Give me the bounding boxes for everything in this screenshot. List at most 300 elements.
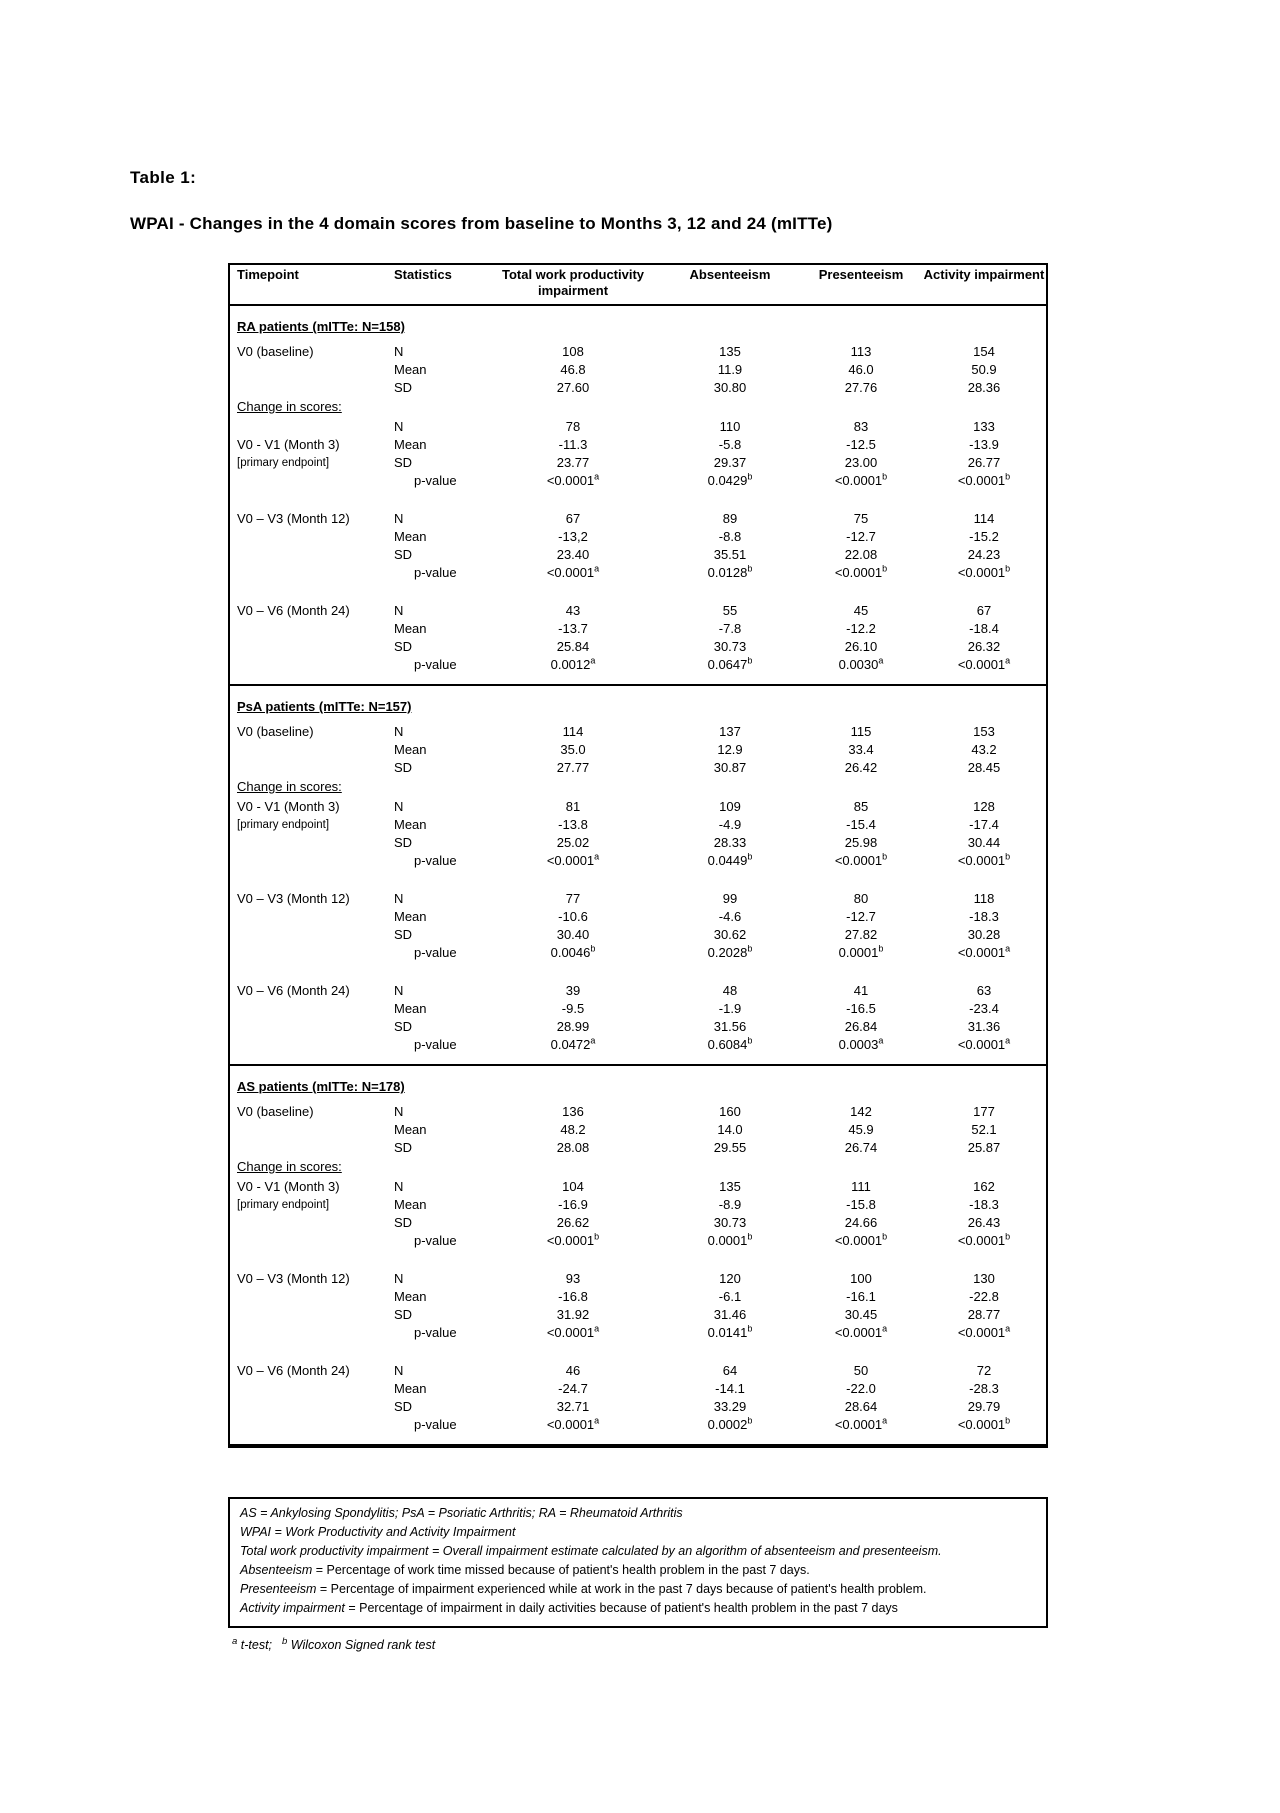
statistic-cell: p-value: [414, 1417, 457, 1432]
pvalue-test-superscript: a: [878, 1035, 884, 1046]
table-row: [230, 1306, 1046, 1324]
timepoint-cell: [primary endpoint]: [237, 457, 330, 469]
value-cell: <0.0001$^b$: [834, 563, 888, 580]
table-row: [230, 1000, 1046, 1018]
value-cell: <0.0001$^a$: [834, 1415, 888, 1432]
value-cell: 31.56: [713, 1019, 747, 1034]
statistic-cell: N: [394, 603, 404, 618]
value-cell: 26.42: [844, 760, 878, 775]
pvalue-test-superscript: a: [882, 1415, 888, 1426]
value-cell: 55: [722, 603, 738, 618]
pvalue-test-superscript: b: [1005, 471, 1011, 482]
value-cell: 135: [719, 1179, 741, 1194]
statistic-cell: N: [394, 344, 404, 359]
timepoint-cell: [primary endpoint]: [237, 819, 330, 831]
value-cell: 28.99: [556, 1019, 590, 1034]
timepoint-cell: V0 – V6 (Month 24): [237, 1363, 350, 1378]
value-cell: 39: [565, 983, 581, 998]
footnote-line: [240, 1523, 1036, 1542]
value-cell: 33.4: [848, 742, 874, 757]
timepoint-block: [230, 1178, 1046, 1250]
value-cell: 0.0128$^b$: [707, 563, 753, 580]
footnote-definition: = Percentage of work time missed because of patient's health problem in the past 7 days.: [312, 1563, 810, 1577]
value-cell: -8.8: [718, 529, 742, 544]
value-cell: 99: [722, 891, 738, 906]
table-row: [230, 1196, 1046, 1214]
timepoint-block: [230, 418, 1046, 490]
value-cell: -11.3: [558, 437, 588, 452]
statistic-cell: SD: [394, 927, 413, 942]
value-cell: 24.23: [967, 547, 1001, 562]
value-cell: 32.71: [556, 1399, 590, 1414]
value-cell: 30.40: [556, 927, 590, 942]
table-row: [230, 982, 1046, 1000]
statistic-cell: N: [394, 511, 404, 526]
value-cell: 160: [719, 1104, 741, 1119]
table-row: [230, 741, 1046, 759]
value-cell: 135: [719, 344, 741, 359]
value-cell: 11.9: [717, 362, 743, 377]
statistic-cell: Mean: [394, 1122, 427, 1137]
value-cell: -16.8: [558, 1289, 588, 1304]
footnote-line: [240, 1504, 1036, 1523]
value-cell: -12.7: [846, 909, 876, 924]
pvalue-test-superscript: b: [882, 851, 888, 862]
table-title: WPAI - Changes in the 4 domain scores from baseline to Months 3, 12 and 24 (mITTe): [130, 214, 833, 233]
value-cell: 115: [850, 724, 872, 739]
value-cell: 104: [562, 1179, 584, 1194]
pvalue-test-superscript: b: [747, 851, 753, 862]
change-in-scores-label: Change in scores:: [237, 1159, 342, 1174]
value-cell: <0.0001$^b$: [834, 851, 888, 868]
value-cell: 0.0001$^b$: [707, 1231, 753, 1248]
value-cell: 118: [973, 891, 995, 906]
value-cell: -9.5: [561, 1001, 585, 1016]
value-cell: 31.36: [967, 1019, 1001, 1034]
value-cell: 153: [973, 724, 995, 739]
value-cell: 30.45: [844, 1307, 878, 1322]
pvalue-test-superscript: b: [1005, 563, 1011, 574]
value-cell: 48: [722, 983, 738, 998]
value-cell: 111: [851, 1179, 871, 1194]
value-cell: -16.5: [846, 1001, 876, 1016]
value-cell: -12.2: [846, 621, 876, 636]
value-cell: -18.3: [969, 1197, 999, 1212]
value-cell: <0.0001$^a$: [957, 1323, 1011, 1340]
table-row: [230, 602, 1046, 620]
header-absenteeism: Absenteeism: [689, 267, 771, 282]
table-row: [230, 852, 1046, 870]
value-cell: 28.64: [844, 1399, 878, 1414]
value-cell: 30.28: [967, 927, 1001, 942]
statistic-cell: Mean: [394, 909, 427, 924]
value-cell: 43.2: [971, 742, 997, 757]
footnote-line: [240, 1561, 1036, 1580]
statistic-cell: SD: [394, 1307, 413, 1322]
value-cell: -13.7: [558, 621, 588, 636]
value-cell: 50: [853, 1363, 869, 1378]
statistic-cell: SD: [394, 455, 413, 470]
timepoint-block: [230, 1362, 1046, 1434]
table-row: [230, 890, 1046, 908]
statistic-cell: SD: [394, 547, 413, 562]
table-row: [230, 472, 1046, 490]
value-cell: 50.9: [971, 362, 997, 377]
statistic-cell: N: [394, 799, 404, 814]
table-row: [230, 1288, 1046, 1306]
footnote-definition: = Percentage of impairment in daily activities because of patient's health problem in the past 7 days: [344, 1601, 898, 1615]
statistic-cell: SD: [394, 639, 413, 654]
value-cell: 24.66: [844, 1215, 878, 1230]
statistic-cell: N: [394, 1104, 404, 1119]
statistic-cell: Mean: [394, 1381, 427, 1396]
value-cell: <0.0001$^a$: [546, 1415, 600, 1432]
value-cell: 26.10: [844, 639, 878, 654]
pvalue-test-superscript: b: [594, 1231, 600, 1242]
statistic-cell: Mean: [394, 1197, 427, 1212]
timepoint-block: [230, 510, 1046, 582]
table-row: [230, 656, 1046, 674]
value-cell: 46.0: [848, 362, 874, 377]
value-cell: <0.0001$^a$: [957, 655, 1011, 672]
table-row: [230, 1362, 1046, 1380]
pvalue-test-superscript: b: [747, 563, 753, 574]
pvalue-test-superscript: a: [1005, 1323, 1011, 1334]
value-cell: 27.60: [556, 380, 590, 395]
table-row: [230, 816, 1046, 834]
statistic-cell: Mean: [394, 742, 427, 757]
value-cell: <0.0001$^a$: [546, 1323, 600, 1340]
value-cell: 162: [973, 1179, 995, 1194]
table-row: [230, 1398, 1046, 1416]
value-cell: 26.77: [967, 455, 1001, 470]
value-cell: 26.74: [844, 1140, 878, 1155]
table-section: [230, 319, 1046, 684]
value-cell: 0.0030$^a$: [838, 655, 884, 672]
table-row: [230, 546, 1046, 564]
table-row: [230, 418, 1046, 436]
value-cell: 28.33: [713, 835, 747, 850]
value-cell: 0.0141$^b$: [707, 1323, 753, 1340]
value-cell: 31.46: [713, 1307, 747, 1322]
value-cell: 63: [976, 983, 992, 998]
timepoint-cell: V0 – V3 (Month 12): [237, 511, 350, 526]
footnote-definition: = Percentage of impairment experienced while at work in the past 7 days because of patient's health problem.: [316, 1582, 927, 1596]
statistic-cell: p-value: [414, 853, 457, 868]
timepoint-cell: V0 (baseline): [237, 724, 314, 739]
pvalue-test-superscript: b: [747, 1415, 753, 1426]
statistic-cell: SD: [394, 380, 413, 395]
table-row: [230, 620, 1046, 638]
value-cell: -15.8: [846, 1197, 876, 1212]
value-cell: 64: [722, 1363, 738, 1378]
pvalue-test-superscript: b: [747, 655, 753, 666]
statistic-cell: N: [394, 419, 404, 434]
value-cell: 26.84: [844, 1019, 878, 1034]
table-row: [230, 1121, 1046, 1139]
value-cell: 30.44: [967, 835, 1001, 850]
footnote-term: Activity impairment: [240, 1601, 345, 1615]
value-cell: 67: [976, 603, 992, 618]
footnote-line: [240, 1542, 1036, 1561]
value-cell: 14.0: [717, 1122, 743, 1137]
value-cell: 29.79: [967, 1399, 1001, 1414]
value-cell: 28.77: [967, 1307, 1001, 1322]
table-body: [230, 319, 1046, 1444]
pvalue-test-superscript: b: [1005, 1231, 1011, 1242]
value-cell: -4.6: [718, 909, 742, 924]
test-name-text: Wilcoxon Signed rank test: [287, 1638, 436, 1653]
statistic-cell: p-value: [414, 473, 457, 488]
value-cell: 93: [565, 1271, 581, 1286]
value-cell: -24.7: [558, 1381, 588, 1396]
pvalue-test-superscript: a: [878, 655, 884, 666]
value-cell: 35.0: [560, 742, 586, 757]
pvalue-test-superscript: b: [747, 1035, 753, 1046]
timepoint-cell: V0 – V3 (Month 12): [237, 1271, 350, 1286]
value-cell: <0.0001$^b$: [834, 471, 888, 488]
change-in-scores-label: Change in scores:: [237, 779, 342, 794]
header-statistics: Statistics: [394, 267, 452, 282]
table-row: [230, 1036, 1046, 1054]
statistic-cell: p-value: [414, 657, 457, 672]
footnote-term: AS = Ankylosing Spondylitis; PsA = Psoriatic Arthritis; RA = Rheumatoid Arthritis: [240, 1506, 683, 1520]
value-cell: 85: [853, 799, 869, 814]
value-cell: 109: [719, 799, 741, 814]
table-row: [230, 926, 1046, 944]
timepoint-block: [230, 982, 1046, 1054]
table-row: [230, 379, 1046, 397]
footnote-term: WPAI = Work Productivity and Activity Impairment: [240, 1525, 516, 1539]
change-in-scores-label: Change in scores:: [237, 399, 342, 414]
timepoint-block: [230, 1270, 1046, 1342]
timepoint-cell: V0 (baseline): [237, 344, 314, 359]
header-activity-impairment: Activity impairment: [923, 267, 1045, 282]
pvalue-test-superscript: a: [594, 1415, 600, 1426]
value-cell: 45.9: [848, 1122, 874, 1137]
value-cell: 26.62: [556, 1215, 590, 1230]
value-cell: -22.8: [969, 1289, 999, 1304]
value-cell: -28.3: [969, 1381, 999, 1396]
value-cell: 77: [565, 891, 581, 906]
value-cell: 35.51: [713, 547, 747, 562]
timepoint-block: [230, 602, 1046, 674]
value-cell: 0.2028$^b$: [707, 943, 753, 960]
value-cell: 30.62: [713, 927, 747, 942]
value-cell: 72: [976, 1363, 992, 1378]
value-cell: 0.0003$^a$: [838, 1035, 884, 1052]
timepoint-cell: [primary endpoint]: [237, 1199, 330, 1211]
footnote-term: Total work productivity impairment = Overall impairment estimate calculated by an algorithm of absenteeism and presenteeism.: [240, 1544, 942, 1558]
value-cell: 30.73: [713, 639, 747, 654]
value-cell: 45: [853, 603, 869, 618]
value-cell: 120: [719, 1271, 741, 1286]
statistic-cell: p-value: [414, 1233, 457, 1248]
value-cell: 41: [853, 983, 869, 998]
statistic-cell: p-value: [414, 1325, 457, 1340]
table-row: [230, 944, 1046, 962]
pvalue-test-superscript: a: [590, 655, 596, 666]
value-cell: 27.82: [844, 927, 878, 942]
pvalue-test-superscript: a: [1005, 1035, 1011, 1046]
value-cell: 0.0647$^b$: [707, 655, 753, 672]
pvalue-test-superscript: b: [1005, 1415, 1011, 1426]
value-cell: -7.8: [718, 621, 742, 636]
value-cell: <0.0001$^b$: [957, 563, 1011, 580]
timepoint-cell: V0 – V6 (Month 24): [237, 983, 350, 998]
value-cell: 46.8: [560, 362, 586, 377]
pvalue-test-superscript: a: [594, 1323, 600, 1334]
pvalue-test-superscript: a: [882, 1323, 888, 1334]
value-cell: 30.73: [713, 1215, 747, 1230]
value-cell: 23.00: [844, 455, 878, 470]
value-cell: 113: [850, 344, 872, 359]
wpai-results-table: [228, 263, 1048, 1448]
value-cell: 0.0012$^a$: [550, 655, 596, 672]
value-cell: 30.80: [713, 380, 747, 395]
pvalue-test-superscript: b: [590, 943, 596, 954]
value-cell: -14.1: [715, 1381, 745, 1396]
header-presenteeism: Presenteeism: [818, 267, 904, 282]
value-cell: -12.7: [846, 529, 876, 544]
table-row: [230, 343, 1046, 361]
statistic-cell: N: [394, 891, 404, 906]
value-cell: 29.55: [713, 1140, 747, 1155]
table-row: [230, 1416, 1046, 1434]
statistic-cell: N: [394, 1179, 404, 1194]
value-cell: 0.0001$^b$: [838, 943, 884, 960]
table-row: [230, 759, 1046, 777]
table-row: [230, 1103, 1046, 1121]
table-row: [230, 798, 1046, 816]
timepoint-block: [230, 343, 1046, 397]
value-cell: 80: [853, 891, 869, 906]
value-cell: 154: [973, 344, 995, 359]
pvalue-test-superscript: b: [882, 563, 888, 574]
value-cell: <0.0001$^b$: [957, 1231, 1011, 1248]
statistic-cell: SD: [394, 1140, 413, 1155]
section-title: AS patients (mITTe: N=178): [237, 1079, 405, 1094]
value-cell: -18.3: [969, 909, 999, 924]
value-cell: 22.08: [844, 547, 878, 562]
value-cell: -15.2: [969, 529, 999, 544]
value-cell: 46: [565, 1363, 581, 1378]
timepoint-cell: V0 – V6 (Month 24): [237, 603, 350, 618]
value-cell: -1.9: [718, 1001, 742, 1016]
value-cell: 177: [973, 1104, 995, 1119]
value-cell: <0.0001$^b$: [834, 1231, 888, 1248]
value-cell: 0.0472$^a$: [550, 1035, 596, 1052]
pvalue-test-superscript: a: [594, 563, 600, 574]
header-total-work-productivity-impairment: Total work productivity impairment: [501, 267, 645, 298]
value-cell: 0.0046$^b$: [550, 943, 596, 960]
value-cell: <0.0001$^b$: [957, 1415, 1011, 1432]
value-cell: 23.40: [556, 547, 590, 562]
pvalue-test-superscript: a: [1005, 655, 1011, 666]
value-cell: 28.36: [967, 380, 1001, 395]
timepoint-block: [230, 890, 1046, 962]
statistic-cell: N: [394, 1271, 404, 1286]
value-cell: 28.45: [967, 760, 1001, 775]
value-cell: <0.0001$^a$: [957, 1035, 1011, 1052]
value-cell: 142: [850, 1104, 872, 1119]
test-marker-superscript: a: [232, 1636, 238, 1647]
table-row: [230, 1214, 1046, 1232]
table-row: [230, 1232, 1046, 1250]
statistic-cell: Mean: [394, 817, 427, 832]
table-row: [230, 723, 1046, 741]
value-cell: 0.0002$^b$: [707, 1415, 753, 1432]
value-cell: 25.84: [556, 639, 590, 654]
value-cell: -15.4: [846, 817, 876, 832]
table-row: [230, 510, 1046, 528]
stat-test-footnote: [232, 1636, 445, 1652]
pvalue-test-superscript: a: [590, 1035, 596, 1046]
value-cell: -23.4: [969, 1001, 999, 1016]
value-cell: -18.4: [969, 621, 999, 636]
statistic-cell: p-value: [414, 1037, 457, 1052]
table-row: [230, 1139, 1046, 1157]
statistic-cell: p-value: [414, 565, 457, 580]
value-cell: 48.2: [560, 1122, 586, 1137]
pvalue-test-superscript: a: [1005, 943, 1011, 954]
pvalue-test-superscript: b: [747, 1231, 753, 1242]
value-cell: <0.0001$^a$: [546, 563, 600, 580]
pvalue-test-superscript: a: [594, 851, 600, 862]
value-cell: -8.9: [718, 1197, 742, 1212]
footnote-line: [240, 1599, 1036, 1618]
table-row: [230, 1018, 1046, 1036]
section-title: RA patients (mITTe: N=158): [237, 319, 405, 334]
value-cell: -13.9: [969, 437, 999, 452]
timepoint-block: [230, 1103, 1046, 1157]
pvalue-test-superscript: b: [882, 471, 888, 482]
value-cell: 12.9: [717, 742, 743, 757]
statistic-cell: SD: [394, 1399, 413, 1414]
value-cell: -13,2: [558, 529, 588, 544]
value-cell: 89: [722, 511, 738, 526]
statistic-cell: Mean: [394, 529, 427, 544]
value-cell: -22.0: [846, 1381, 876, 1396]
timepoint-block: [230, 798, 1046, 870]
statistic-cell: N: [394, 1363, 404, 1378]
value-cell: -4.9: [718, 817, 742, 832]
value-cell: -16.1: [846, 1289, 876, 1304]
statistic-cell: SD: [394, 760, 413, 775]
value-cell: <0.0001$^a$: [834, 1323, 888, 1340]
value-cell: 130: [973, 1271, 995, 1286]
timepoint-block: [230, 723, 1046, 777]
value-cell: <0.0001$^a$: [546, 851, 600, 868]
value-cell: 133: [973, 419, 995, 434]
pvalue-test-superscript: a: [594, 471, 600, 482]
value-cell: 136: [562, 1104, 584, 1119]
value-cell: 67: [565, 511, 581, 526]
value-cell: 75: [853, 511, 869, 526]
value-cell: 0.6084$^b$: [707, 1035, 753, 1052]
value-cell: 108: [562, 344, 584, 359]
value-cell: 25.87: [967, 1140, 1001, 1155]
timepoint-cell: V0 (baseline): [237, 1104, 314, 1119]
table-row: [230, 834, 1046, 852]
footnote-term: Presenteeism: [240, 1582, 317, 1596]
pvalue-test-superscript: b: [747, 1323, 753, 1334]
pvalue-test-superscript: b: [878, 943, 884, 954]
pvalue-test-superscript: b: [747, 471, 753, 482]
value-cell: 29.37: [713, 455, 747, 470]
value-cell: 27.76: [844, 380, 878, 395]
value-cell: -10.6: [558, 909, 588, 924]
